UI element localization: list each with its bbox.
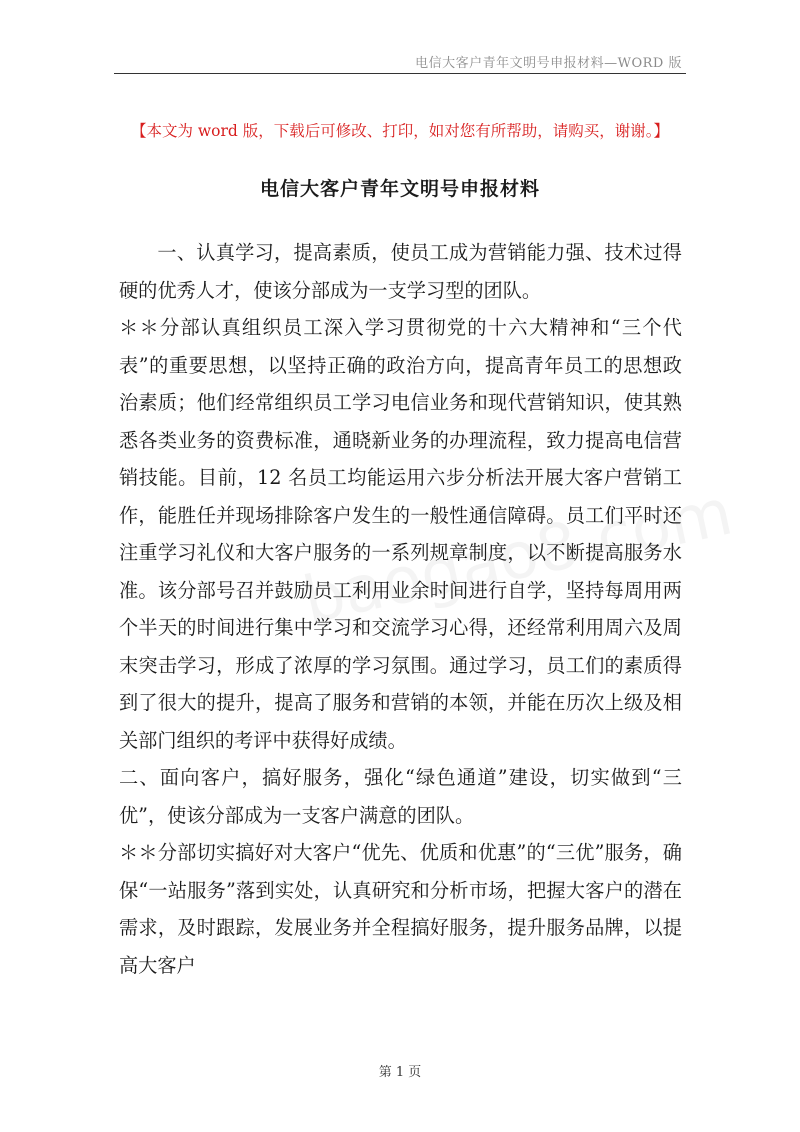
running-header: 电信大客户青年文明号申报材料—WORD 版 [415,56,682,71]
header-divider [114,73,686,74]
download-notice: 【本文为 word 版，下载后可修改、打印，如对您有所帮助，请购买，谢谢。】 [130,122,670,140]
paragraph-4: ＊＊分部切实搞好对大客户“优先、优质和优惠”的“三优”服务，确保“一站服务”落到实处，认真研究和分析市场，把握大客户的潜在需求，及时跟踪，发展业务并全程搞好服务，提升服务品牌，以提高大客户 [119,841,682,977]
page-number: 第 1 页 [378,1065,422,1080]
paragraph-1: 一、认真学习，提高素质，使员工成为营销能力强、技术过得硬的优秀人才，使该分部成为一支学习型的团队。 [119,241,682,302]
document-body [119,234,682,984]
paragraph-3: 二、面向客户，搞好服务，强化“绿色通道”建设，切实做到“三优”，使该分部成为一支客户满意的团队。 [119,766,682,827]
page-title: 电信大客户青年文明号申报材料 [259,178,540,200]
paragraph-2: ＊＊分部认真组织员工深入学习贯彻党的十六大精神和“三个代表”的重要思想，以坚持正确的政治方向，提高青年员工的思想政治素质；他们经常组织员工学习电信业务和现代营销知识，使其熟悉各类业务的资费标准，通晓新业务的办理流程，致力提高电信营销技能。目前，12 名员工均能运用六步分析法开展大客户营销工作，能胜任并现场排除客户发生的一般性通信障碍。员工们平时还注重学习礼仪和大客户服务的一系列规章制度，以不断提高服务水准。该分部号召并鼓励员工利用业余时间进行自学，坚持每周用两个半天的时间进行集中学习和交流学习心得，还经常利用周六及周末突击学习，形成了浓厚的学习氛围。通过学习，员工们的素质得到了很大的提升，提高了服务和营销的本领，并能在历次上级及相关部门组织的考评中获得好成绩。 [119,316,682,752]
